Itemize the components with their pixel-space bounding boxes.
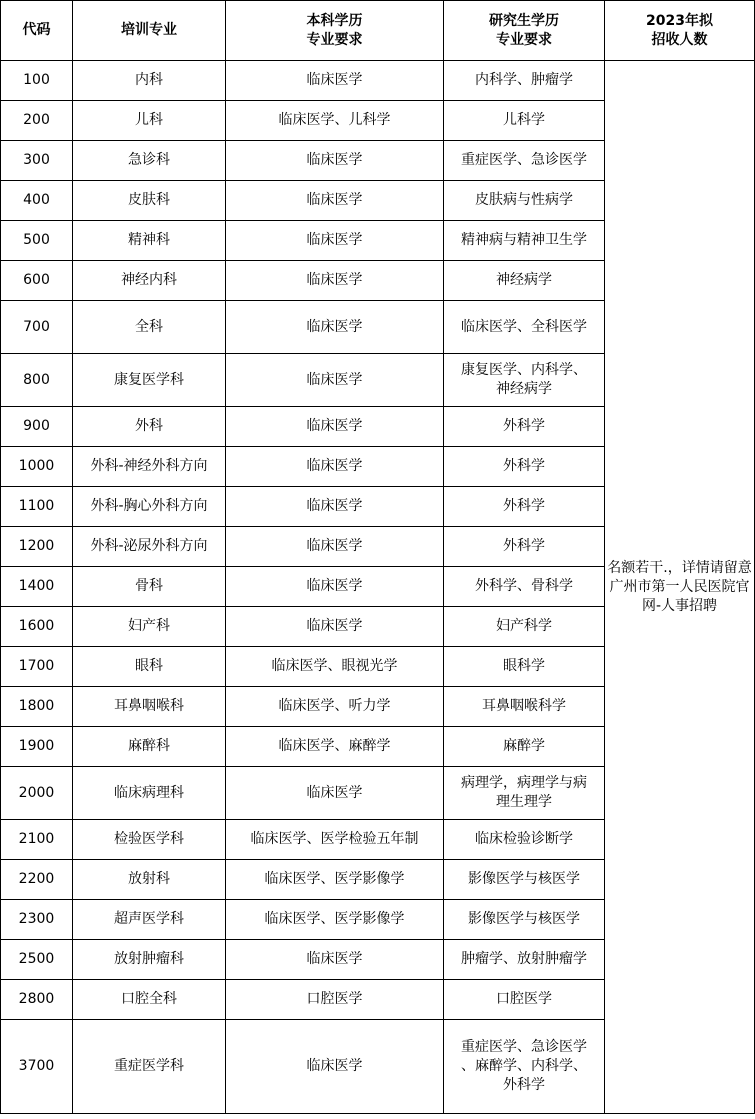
cell-code: 200 <box>1 101 73 141</box>
cell-major: 外科 <box>73 407 226 447</box>
cell-major: 麻醉科 <box>73 727 226 767</box>
cell-major: 临床病理科 <box>73 767 226 820</box>
cell-bachelor: 临床医学 <box>226 447 444 487</box>
cell-postgrad: 影像医学与核医学 <box>444 860 605 900</box>
header-code: 代码 <box>1 1 73 61</box>
cell-code: 1100 <box>1 487 73 527</box>
cell-code: 2300 <box>1 900 73 940</box>
cell-postgrad: 口腔医学 <box>444 980 605 1020</box>
cell-major: 外科-胸心外科方向 <box>73 487 226 527</box>
cell-major: 神经内科 <box>73 261 226 301</box>
cell-major: 耳鼻咽喉科 <box>73 687 226 727</box>
cell-postgrad: 麻醉学 <box>444 727 605 767</box>
cell-bachelor: 临床医学、医学影像学 <box>226 860 444 900</box>
cell-major: 放射肿瘤科 <box>73 940 226 980</box>
table-header-row <box>1 1 755 61</box>
cell-major: 儿科 <box>73 101 226 141</box>
cell-bachelor: 临床医学 <box>226 487 444 527</box>
cell-major: 内科 <box>73 61 226 101</box>
cell-major: 口腔全科 <box>73 980 226 1020</box>
cell-postgrad: 精神病与精神卫生学 <box>444 221 605 261</box>
cell-bachelor: 临床医学 <box>226 61 444 101</box>
cell-code: 1200 <box>1 527 73 567</box>
cell-major: 检验医学科 <box>73 820 226 860</box>
cell-bachelor: 临床医学 <box>226 567 444 607</box>
cell-major: 外科-泌尿外科方向 <box>73 527 226 567</box>
cell-major: 超声医学科 <box>73 900 226 940</box>
cell-bachelor: 临床医学、医学影像学 <box>226 900 444 940</box>
cell-bachelor: 临床医学 <box>226 221 444 261</box>
cell-bachelor: 临床医学 <box>226 354 444 407</box>
cell-major: 放射科 <box>73 860 226 900</box>
cell-bachelor: 临床医学 <box>226 301 444 354</box>
cell-code: 100 <box>1 61 73 101</box>
cell-postgrad: 内科学、肿瘤学 <box>444 61 605 101</box>
cell-postgrad: 外科学 <box>444 447 605 487</box>
cell-bachelor: 临床医学、医学检验五年制 <box>226 820 444 860</box>
cell-code: 500 <box>1 221 73 261</box>
header-bachelor-requirement: 本科学历 专业要求 <box>226 1 444 61</box>
cell-bachelor: 临床医学 <box>226 1020 444 1114</box>
cell-postgrad: 重症医学、急诊医学 <box>444 141 605 181</box>
cell-bachelor: 临床医学 <box>226 767 444 820</box>
cell-code: 700 <box>1 301 73 354</box>
cell-major: 精神科 <box>73 221 226 261</box>
cell-code: 2200 <box>1 860 73 900</box>
cell-code: 1600 <box>1 607 73 647</box>
cell-code: 1400 <box>1 567 73 607</box>
cell-bachelor: 临床医学 <box>226 141 444 181</box>
cell-bachelor: 临床医学、麻醉学 <box>226 727 444 767</box>
cell-bachelor: 临床医学 <box>226 407 444 447</box>
cell-major: 全科 <box>73 301 226 354</box>
cell-code: 1700 <box>1 647 73 687</box>
cell-postgrad: 影像医学与核医学 <box>444 900 605 940</box>
cell-code: 3700 <box>1 1020 73 1114</box>
cell-code: 600 <box>1 261 73 301</box>
header-major: 培训专业 <box>73 1 226 61</box>
cell-code: 1000 <box>1 447 73 487</box>
cell-major: 重症医学科 <box>73 1020 226 1114</box>
cell-code: 1800 <box>1 687 73 727</box>
cell-postgrad: 肿瘤学、放射肿瘤学 <box>444 940 605 980</box>
cell-code: 300 <box>1 141 73 181</box>
cell-postgrad: 临床检验诊断学 <box>444 820 605 860</box>
cell-postgrad: 眼科学 <box>444 647 605 687</box>
cell-code: 900 <box>1 407 73 447</box>
cell-bachelor: 临床医学 <box>226 607 444 647</box>
cell-code: 2100 <box>1 820 73 860</box>
cell-major: 妇产科 <box>73 607 226 647</box>
cell-bachelor: 临床医学、儿科学 <box>226 101 444 141</box>
cell-bachelor: 临床医学 <box>226 527 444 567</box>
cell-code: 2500 <box>1 940 73 980</box>
cell-postgrad: 外科学 <box>444 407 605 447</box>
cell-postgrad: 妇产科学 <box>444 607 605 647</box>
cell-bachelor: 口腔医学 <box>226 980 444 1020</box>
cell-postgrad: 病理学，病理学与病 理生理学 <box>444 767 605 820</box>
cell-code: 2800 <box>1 980 73 1020</box>
cell-code: 800 <box>1 354 73 407</box>
header-quota: 2023年拟 招收人数 <box>605 1 755 61</box>
cell-bachelor: 临床医学 <box>226 261 444 301</box>
table-body <box>1 61 755 1114</box>
cell-postgrad: 皮肤病与性病学 <box>444 181 605 221</box>
cell-postgrad: 外科学、骨科学 <box>444 567 605 607</box>
cell-major: 骨科 <box>73 567 226 607</box>
cell-quota-note: 名额若干.，详情请留意广州市第一人民医院官网-人事招聘 <box>605 61 755 1114</box>
cell-bachelor: 临床医学、听力学 <box>226 687 444 727</box>
cell-postgrad: 神经病学 <box>444 261 605 301</box>
cell-major: 眼科 <box>73 647 226 687</box>
cell-bachelor: 临床医学 <box>226 181 444 221</box>
cell-major: 皮肤科 <box>73 181 226 221</box>
table-row <box>1 61 755 101</box>
cell-postgrad: 临床医学、全科医学 <box>444 301 605 354</box>
cell-postgrad: 康复医学、内科学、 神经病学 <box>444 354 605 407</box>
cell-postgrad: 外科学 <box>444 487 605 527</box>
header-postgrad-requirement: 研究生学历 专业要求 <box>444 1 605 61</box>
cell-code: 2000 <box>1 767 73 820</box>
cell-postgrad: 重症医学、急诊医学 、麻醉学、内科学、 外科学 <box>444 1020 605 1114</box>
cell-code: 1900 <box>1 727 73 767</box>
cell-postgrad: 外科学 <box>444 527 605 567</box>
cell-major: 外科-神经外科方向 <box>73 447 226 487</box>
cell-bachelor: 临床医学、眼视光学 <box>226 647 444 687</box>
cell-major: 急诊科 <box>73 141 226 181</box>
cell-major: 康复医学科 <box>73 354 226 407</box>
cell-postgrad: 儿科学 <box>444 101 605 141</box>
cell-bachelor: 临床医学 <box>226 940 444 980</box>
cell-code: 400 <box>1 181 73 221</box>
cell-postgrad: 耳鼻咽喉科学 <box>444 687 605 727</box>
